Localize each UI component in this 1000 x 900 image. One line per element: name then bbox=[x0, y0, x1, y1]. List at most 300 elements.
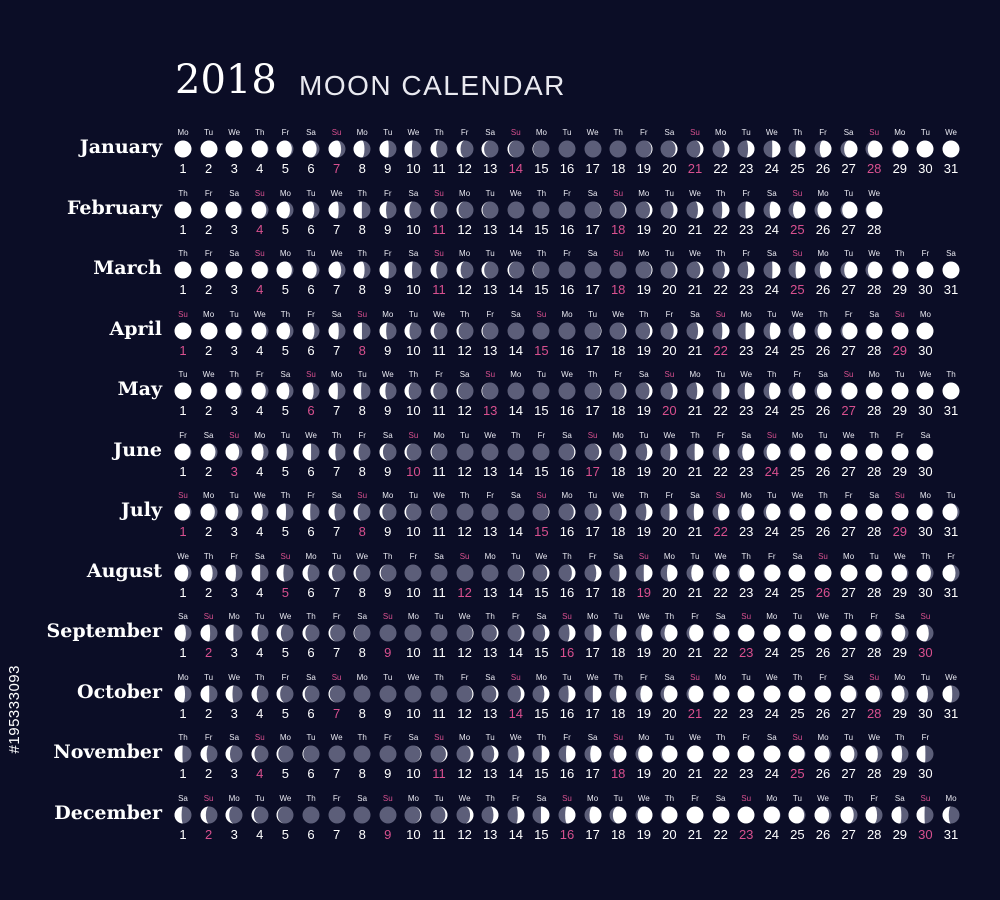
weekday-label: Tu bbox=[844, 249, 854, 258]
weekday-label: We bbox=[945, 672, 957, 682]
weekday-label: We bbox=[253, 309, 266, 319]
weekday-label: Su bbox=[178, 491, 188, 500]
moon-phase-icon bbox=[353, 443, 371, 461]
day-cell bbox=[759, 370, 785, 426]
moon-phase-icon bbox=[686, 261, 704, 279]
weekday-label: Sa bbox=[510, 309, 521, 319]
day-number: 13 bbox=[482, 221, 498, 237]
day-number: 7 bbox=[332, 826, 341, 842]
weekday-label: Fr bbox=[640, 672, 648, 682]
weekday-label: Tu bbox=[306, 188, 316, 198]
day-number: 4 bbox=[256, 161, 264, 176]
moon-phase-icon bbox=[276, 806, 294, 824]
day-cell bbox=[170, 128, 196, 184]
moon-phase-icon bbox=[200, 624, 218, 642]
day-cell bbox=[759, 673, 785, 729]
day-number: 9 bbox=[384, 463, 392, 479]
day-cell bbox=[887, 249, 913, 305]
day-number: 29 bbox=[892, 705, 908, 721]
moon-phase-icon bbox=[200, 201, 218, 219]
day-cell bbox=[810, 128, 836, 184]
day-cell bbox=[784, 249, 810, 305]
day-cell bbox=[605, 310, 631, 366]
moon-phase-icon bbox=[712, 140, 730, 158]
day-cell bbox=[349, 310, 375, 366]
moon-phase-icon bbox=[276, 322, 294, 340]
moon-phase-icon bbox=[584, 322, 602, 340]
weekday-label: Tu bbox=[741, 128, 751, 137]
day-cell bbox=[170, 612, 196, 668]
moon-phase-icon bbox=[865, 806, 883, 824]
day-cell bbox=[887, 552, 913, 608]
day-number: 28 bbox=[866, 766, 882, 781]
moon-phase-icon bbox=[609, 322, 627, 340]
moon-phase-icon bbox=[737, 806, 755, 824]
weekday-label: Fr bbox=[537, 430, 546, 440]
day-number: 3 bbox=[230, 221, 238, 237]
day-cell bbox=[196, 491, 222, 547]
weekday-label: We bbox=[740, 370, 753, 379]
day-cell bbox=[656, 431, 682, 487]
day-number: 14 bbox=[508, 342, 524, 358]
day-number: 5 bbox=[281, 826, 289, 842]
weekday-label: Mo bbox=[638, 733, 650, 742]
moon-phase-icon bbox=[481, 806, 499, 824]
weekday-label: We bbox=[868, 249, 881, 258]
moon-phase-icon bbox=[609, 745, 627, 763]
day-cell bbox=[324, 310, 350, 366]
weekday-label: Sa bbox=[408, 249, 419, 258]
day-cell bbox=[784, 612, 810, 668]
day-number: 30 bbox=[918, 705, 933, 721]
day-number: 29 bbox=[892, 645, 908, 660]
weekday-label: Tu bbox=[767, 309, 777, 319]
moon-phase-icon bbox=[430, 685, 448, 703]
moon-phase-icon bbox=[430, 564, 448, 582]
weekday-label: Sa bbox=[357, 793, 368, 803]
day-cell bbox=[580, 431, 606, 487]
moon-phase-icon bbox=[584, 140, 602, 158]
weekday-label: Tu bbox=[588, 491, 598, 500]
day-cell bbox=[298, 552, 324, 608]
day-cell bbox=[605, 612, 631, 668]
moon-phase-icon bbox=[225, 564, 243, 582]
day-number: 26 bbox=[815, 463, 831, 479]
day-number: 24 bbox=[764, 766, 780, 781]
moon-phase-icon bbox=[430, 806, 448, 824]
day-number: 31 bbox=[943, 705, 959, 721]
day-cell bbox=[324, 491, 350, 547]
day-cell bbox=[349, 552, 375, 608]
weekday-label: We bbox=[330, 733, 343, 742]
weekday-label: Fr bbox=[307, 309, 315, 319]
weekday-label: Mo bbox=[945, 793, 957, 803]
day-number: 28 bbox=[866, 463, 882, 479]
day-cell bbox=[170, 794, 196, 850]
day-cell bbox=[503, 310, 529, 366]
day-number: 10 bbox=[406, 342, 421, 358]
day-cell bbox=[580, 733, 606, 789]
day-cell bbox=[452, 431, 478, 487]
weekday-label: Tu bbox=[511, 551, 521, 561]
weekday-label: Mo bbox=[663, 551, 675, 561]
moon-phase-icon bbox=[251, 382, 269, 400]
day-cell bbox=[784, 673, 810, 729]
day-number: 17 bbox=[585, 826, 600, 842]
day-cell bbox=[656, 612, 682, 668]
day-number: 28 bbox=[866, 342, 882, 358]
day-cell bbox=[477, 249, 503, 305]
moon-phase-icon bbox=[251, 322, 269, 340]
moon-phase-icon bbox=[788, 382, 806, 400]
moon-phase-icon bbox=[430, 624, 448, 642]
day-cell bbox=[938, 552, 964, 608]
moon-phase-icon bbox=[200, 382, 218, 400]
day-number: 16 bbox=[559, 282, 575, 297]
moon-phase-icon bbox=[532, 685, 550, 703]
moon-phase-icon bbox=[276, 745, 294, 763]
weekday-label: Fr bbox=[281, 672, 290, 682]
weekday-label: We bbox=[433, 491, 445, 500]
moon-phase-icon bbox=[456, 322, 474, 340]
moon-phase-icon bbox=[814, 382, 832, 400]
moon-phase-icon bbox=[916, 685, 934, 703]
day-number: 13 bbox=[482, 282, 498, 297]
moon-phase-icon bbox=[609, 201, 627, 219]
weekday-label: Th bbox=[639, 309, 649, 319]
moon-phase-icon bbox=[584, 564, 602, 582]
month-row-january bbox=[0, 128, 1000, 188]
day-cell bbox=[375, 552, 401, 608]
moon-phase-icon bbox=[532, 443, 550, 461]
day-number: 8 bbox=[358, 221, 366, 237]
weekday-label: Sa bbox=[715, 793, 726, 803]
day-number: 15 bbox=[534, 342, 549, 358]
day-cell bbox=[938, 128, 964, 184]
day-cell bbox=[631, 310, 657, 366]
weekday-label: Th bbox=[536, 733, 547, 742]
day-number: 1 bbox=[179, 766, 187, 781]
weekday-label: Th bbox=[280, 309, 291, 319]
moon-phase-icon bbox=[481, 443, 499, 461]
day-number: 15 bbox=[534, 584, 549, 600]
day-cell bbox=[324, 189, 350, 245]
moon-phase-icon bbox=[379, 261, 397, 279]
weekday-label: Th bbox=[178, 188, 188, 198]
moon-phase-icon bbox=[814, 261, 832, 279]
moon-phase-icon bbox=[251, 806, 269, 824]
day-number: 23 bbox=[738, 705, 754, 721]
moon-phase-icon bbox=[302, 564, 320, 582]
weekday-label: We bbox=[458, 612, 471, 621]
day-number: 22 bbox=[713, 584, 728, 600]
moon-phase-icon bbox=[916, 261, 934, 279]
weekday-label: Sa bbox=[587, 188, 598, 198]
day-cell bbox=[631, 673, 657, 729]
moon-phase-icon bbox=[174, 443, 192, 461]
day-cell bbox=[298, 249, 324, 305]
weekday-label: Tu bbox=[869, 551, 879, 561]
weekday-label: Fr bbox=[819, 128, 827, 137]
weekday-label: Mo bbox=[331, 370, 343, 379]
day-cell bbox=[452, 310, 478, 366]
day-number: 11 bbox=[432, 826, 446, 842]
moon-phase-icon bbox=[481, 624, 499, 642]
day-number: 8 bbox=[358, 584, 366, 600]
weekday-label: Sa bbox=[331, 309, 342, 319]
day-number: 24 bbox=[764, 826, 780, 842]
weekday-label: Sa bbox=[280, 370, 291, 379]
weekday-label: Tu bbox=[639, 430, 649, 440]
weekday-label: We bbox=[689, 188, 701, 198]
day-number: 11 bbox=[432, 766, 446, 781]
day-cell bbox=[170, 552, 196, 608]
weekday-label: Th bbox=[664, 793, 675, 803]
weekday-label: Su bbox=[254, 733, 265, 742]
day-number: 21 bbox=[687, 282, 703, 297]
moon-phase-icon bbox=[379, 201, 397, 219]
day-number: 23 bbox=[738, 584, 754, 600]
moon-phase-icon bbox=[302, 322, 320, 340]
weekday-label: Th bbox=[792, 672, 803, 682]
moon-phase-icon bbox=[558, 443, 576, 461]
weekday-label: Th bbox=[357, 733, 367, 742]
weekday-label: Sa bbox=[382, 430, 393, 440]
day-number: 2 bbox=[204, 221, 213, 237]
moon-phase-icon bbox=[456, 806, 474, 824]
moon-phase-icon bbox=[456, 382, 474, 400]
day-cell bbox=[426, 673, 452, 729]
day-cell bbox=[887, 733, 913, 789]
day-number: 22 bbox=[713, 645, 728, 660]
weekday-label: Sa bbox=[869, 309, 880, 319]
day-cell bbox=[452, 249, 478, 305]
weekday-label: Fr bbox=[742, 249, 750, 258]
moon-phase-icon bbox=[353, 261, 371, 279]
day-cell bbox=[400, 249, 426, 305]
day-number: 5 bbox=[281, 645, 289, 660]
weekday-label: We bbox=[791, 491, 804, 500]
weekday-label: Sa bbox=[306, 128, 316, 137]
day-number: 15 bbox=[534, 766, 549, 781]
day-number: 6 bbox=[307, 826, 315, 842]
weekday-label: Mo bbox=[817, 249, 829, 258]
moon-phase-icon bbox=[481, 322, 499, 340]
day-cell bbox=[631, 128, 657, 184]
day-cell bbox=[298, 612, 324, 668]
day-cell bbox=[836, 552, 862, 608]
watermark bbox=[6, 665, 30, 885]
moon-phase-icon bbox=[840, 806, 858, 824]
day-number: 21 bbox=[687, 342, 703, 358]
day-number: 30 bbox=[918, 342, 933, 358]
moon-phase-icon bbox=[788, 806, 806, 824]
day-cell bbox=[759, 491, 785, 547]
moon-phase-icon bbox=[891, 806, 909, 824]
moon-phase-icon bbox=[814, 322, 832, 340]
day-number: 21 bbox=[687, 766, 703, 781]
day-number: 26 bbox=[815, 584, 831, 600]
moon-phase-icon bbox=[481, 261, 499, 279]
day-cell bbox=[196, 733, 222, 789]
weekday-label: Mo bbox=[894, 672, 906, 682]
day-cell bbox=[375, 794, 401, 850]
moon-phase-icon bbox=[507, 443, 525, 461]
day-cell bbox=[656, 128, 682, 184]
day-number: 28 bbox=[866, 705, 882, 721]
weekday-label: Mo bbox=[689, 370, 701, 379]
day-number: 7 bbox=[332, 645, 341, 660]
day-number: 7 bbox=[332, 403, 341, 418]
day-number: 20 bbox=[662, 826, 677, 842]
day-number: 17 bbox=[585, 524, 600, 539]
moon-phase-icon bbox=[635, 140, 653, 158]
weekday-label: Mo bbox=[740, 491, 752, 500]
day-number: 21 bbox=[687, 645, 703, 660]
title-year: 2018 bbox=[175, 57, 277, 103]
day-cell bbox=[810, 733, 836, 789]
moon-phase-icon bbox=[456, 201, 474, 219]
moon-phase-icon bbox=[737, 322, 755, 340]
day-cell bbox=[733, 491, 759, 547]
day-cell bbox=[196, 794, 222, 850]
weekday-label: Tu bbox=[792, 612, 802, 621]
day-cell bbox=[784, 794, 810, 850]
day-number: 17 bbox=[585, 463, 600, 479]
day-number: 17 bbox=[585, 645, 600, 660]
day-cell bbox=[503, 491, 529, 547]
day-number: 21 bbox=[687, 161, 703, 176]
moon-phase-icon bbox=[916, 745, 934, 763]
moon-phase-icon bbox=[737, 261, 755, 279]
day-number: 8 bbox=[358, 403, 366, 418]
moon-phase-icon bbox=[251, 443, 269, 461]
day-cell bbox=[733, 370, 759, 426]
weekday-label: We bbox=[637, 612, 650, 621]
day-number: 26 bbox=[815, 221, 831, 237]
moon-phase-icon bbox=[481, 503, 499, 521]
day-number: 23 bbox=[738, 826, 754, 842]
moon-phase-icon bbox=[532, 140, 550, 158]
day-number: 13 bbox=[482, 161, 498, 176]
day-number: 14 bbox=[508, 221, 524, 237]
weekday-label: We bbox=[817, 793, 829, 803]
moon-phase-icon bbox=[251, 745, 269, 763]
day-cell bbox=[631, 431, 657, 487]
day-number: 27 bbox=[841, 826, 856, 842]
day-number: 20 bbox=[662, 342, 677, 358]
moon-phase-icon bbox=[379, 443, 397, 461]
day-number: 26 bbox=[815, 282, 831, 297]
day-cell bbox=[298, 491, 324, 547]
weekday-label: Fr bbox=[358, 430, 366, 440]
moon-phase-icon bbox=[558, 745, 576, 763]
weekday-label: Mo bbox=[766, 612, 778, 621]
day-number: 4 bbox=[256, 342, 264, 358]
weekday-label: Sa bbox=[331, 491, 342, 500]
day-cell bbox=[554, 552, 580, 608]
weekday-label: Mo bbox=[433, 430, 445, 440]
day-cell bbox=[580, 612, 606, 668]
moon-phase-icon bbox=[379, 564, 397, 582]
moon-phase-icon bbox=[558, 201, 576, 219]
day-number: 12 bbox=[457, 403, 472, 418]
day-number: 14 bbox=[508, 463, 524, 479]
moon-phase-icon bbox=[507, 685, 525, 703]
weekday-label: Th bbox=[946, 370, 956, 379]
moon-phase-icon bbox=[737, 140, 755, 158]
day-number: 20 bbox=[662, 221, 677, 237]
day-cell bbox=[580, 794, 606, 850]
weekday-label: We bbox=[612, 309, 625, 319]
moon-phase-icon bbox=[225, 624, 243, 642]
day-number: 4 bbox=[256, 403, 264, 418]
weekday-label: Mo bbox=[459, 188, 471, 198]
day-cell bbox=[221, 673, 247, 729]
weekday-label: Fr bbox=[563, 188, 571, 198]
moon-phase-icon bbox=[788, 503, 806, 521]
day-cell bbox=[400, 491, 426, 547]
day-number: 22 bbox=[713, 282, 728, 297]
day-cell bbox=[810, 370, 836, 426]
day-cell bbox=[554, 673, 580, 729]
day-number: 9 bbox=[384, 826, 392, 842]
day-number: 14 bbox=[508, 161, 524, 176]
day-cell bbox=[912, 552, 938, 608]
day-number: 28 bbox=[866, 584, 882, 600]
day-number: 3 bbox=[230, 826, 238, 842]
day-number: 11 bbox=[432, 524, 446, 539]
day-cell bbox=[247, 128, 273, 184]
day-number: 2 bbox=[204, 645, 213, 660]
moon-phase-icon bbox=[174, 806, 192, 824]
day-number: 30 bbox=[918, 645, 933, 660]
day-cell bbox=[708, 733, 734, 789]
weekday-label: Mo bbox=[356, 672, 368, 682]
day-cell bbox=[861, 612, 887, 668]
day-cell bbox=[912, 794, 938, 850]
day-number: 24 bbox=[764, 584, 780, 600]
weekday-label: We bbox=[868, 188, 881, 198]
weekday-label: Tu bbox=[383, 672, 393, 682]
day-cell bbox=[784, 733, 810, 789]
day-number: 20 bbox=[662, 645, 677, 660]
day-cell bbox=[528, 673, 554, 729]
moon-phase-icon bbox=[507, 382, 525, 400]
weekday-label: Fr bbox=[204, 249, 213, 258]
weekday-label: Th bbox=[664, 612, 675, 621]
moon-phase-icon bbox=[865, 685, 883, 703]
day-cell bbox=[605, 794, 631, 850]
day-number: 19 bbox=[636, 645, 652, 660]
weekday-label: Tu bbox=[562, 128, 572, 137]
day-number: 10 bbox=[406, 524, 421, 539]
day-cell bbox=[375, 491, 401, 547]
weekday-label: Fr bbox=[179, 430, 187, 440]
day-cell bbox=[682, 310, 708, 366]
day-number: 19 bbox=[636, 342, 652, 358]
day-number: 26 bbox=[815, 342, 831, 358]
day-number: 25 bbox=[790, 342, 805, 358]
weekday-label: Su bbox=[894, 491, 905, 500]
moon-phase-icon bbox=[507, 201, 525, 219]
day-number: 1 bbox=[179, 705, 187, 721]
moon-phase-icon bbox=[174, 685, 192, 703]
day-number: 19 bbox=[636, 524, 652, 539]
weekday-label: Mo bbox=[612, 430, 624, 440]
day-number: 29 bbox=[892, 342, 908, 358]
moon-phase-icon bbox=[379, 140, 397, 158]
